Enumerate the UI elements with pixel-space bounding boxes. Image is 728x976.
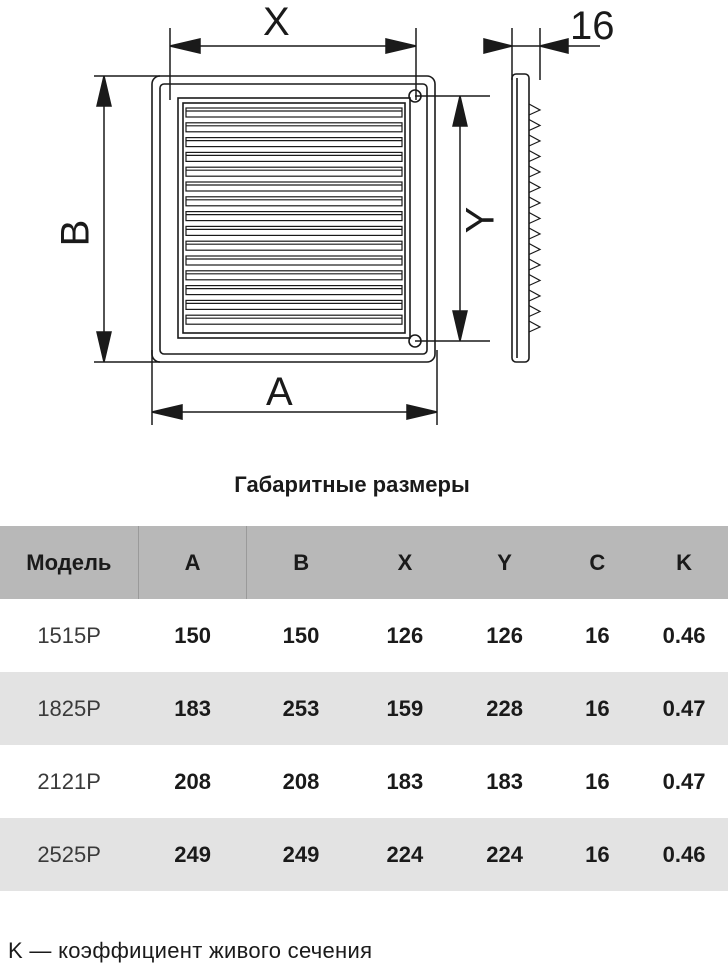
column-header-b: B [247, 526, 355, 599]
grille-drawing [0, 0, 728, 450]
louver-slat [186, 197, 402, 206]
side-fin [529, 166, 540, 177]
louver-slat [186, 271, 402, 280]
cell-model: 2121P [37, 768, 101, 794]
louver-slat [186, 152, 402, 161]
cell-a: 150 [174, 622, 211, 648]
cell-b: 208 [282, 768, 320, 794]
cell-a: 249 [138, 818, 247, 891]
cell-b: 249 [247, 818, 355, 891]
side-fin [529, 275, 540, 286]
side-fin [529, 120, 540, 131]
column-header-x: X [355, 526, 455, 599]
side-fin [529, 104, 540, 115]
louver-slat [186, 108, 402, 117]
side-fin [529, 290, 540, 301]
side-fin [529, 244, 540, 255]
table-header-row [0, 526, 728, 599]
table-row [0, 745, 728, 818]
cell-b: 150 [282, 622, 320, 648]
side-fin [529, 321, 540, 332]
cell-y: 228 [455, 672, 555, 745]
cell-y: 224 [455, 818, 555, 891]
cell-x: 126 [386, 622, 424, 648]
side-profile [512, 74, 529, 362]
column-header-c: C [554, 526, 640, 599]
table-row [0, 599, 728, 672]
louver-slat [186, 212, 402, 221]
dimension-c-label: 16 [570, 4, 615, 48]
cell-k: 0.46 [640, 818, 728, 891]
footnote-k-definition: K — коэффициент живого сечения [8, 938, 373, 963]
side-fin [529, 228, 540, 239]
cell-x: 159 [355, 672, 455, 745]
cell-k: 0.47 [640, 672, 728, 745]
side-fins [529, 104, 540, 332]
cell-c: 16 [554, 672, 640, 745]
cell-x: 224 [355, 818, 455, 891]
louver-slat [186, 226, 402, 235]
cell-model: 1515P [37, 622, 101, 648]
cell-k: 0.47 [662, 768, 706, 794]
cell-b: 253 [247, 672, 355, 745]
cell-a: 208 [174, 768, 211, 794]
table-row [0, 818, 728, 891]
cell-k: 0.46 [662, 622, 706, 648]
louver-slat [186, 167, 402, 176]
louver-slat [186, 256, 402, 265]
column-header-y: Y [455, 526, 555, 599]
cell-c: 16 [554, 818, 640, 891]
cell-model: 1825P [0, 672, 138, 745]
side-fin [529, 213, 540, 224]
cell-a: 183 [138, 672, 247, 745]
cell-y: 183 [486, 768, 523, 794]
side-fin [529, 259, 540, 270]
dimension-a-label: A [266, 370, 293, 414]
column-header-model: Модель [0, 526, 138, 599]
louver-slat [186, 138, 402, 147]
louver-slat [186, 315, 402, 324]
dimension-x-label: X [263, 0, 290, 44]
louver-slat [186, 286, 402, 295]
louver-slat [186, 300, 402, 309]
louver-slat [186, 182, 402, 191]
dimension-b-label: B [53, 219, 98, 247]
side-fin [529, 151, 540, 162]
grille-schematic [0, 0, 728, 450]
table-title: Габаритные размеры [234, 472, 470, 497]
side-fin [529, 306, 540, 317]
side-fin [529, 197, 540, 208]
dimension-y-label: Y [458, 206, 503, 234]
column-header-k: K [640, 526, 728, 599]
column-header-a: A [138, 526, 247, 599]
cell-c: 16 [585, 768, 610, 794]
cell-y: 126 [486, 622, 523, 648]
side-fin [529, 135, 540, 146]
table-row [0, 672, 728, 745]
dimensions-table [0, 526, 728, 891]
side-fin [529, 182, 540, 193]
cell-x: 183 [386, 768, 424, 794]
louver-slat [186, 123, 402, 132]
cell-model: 2525P [0, 818, 138, 891]
cell-c: 16 [585, 622, 610, 648]
louver-slat [186, 241, 402, 250]
louver-set [186, 108, 402, 324]
